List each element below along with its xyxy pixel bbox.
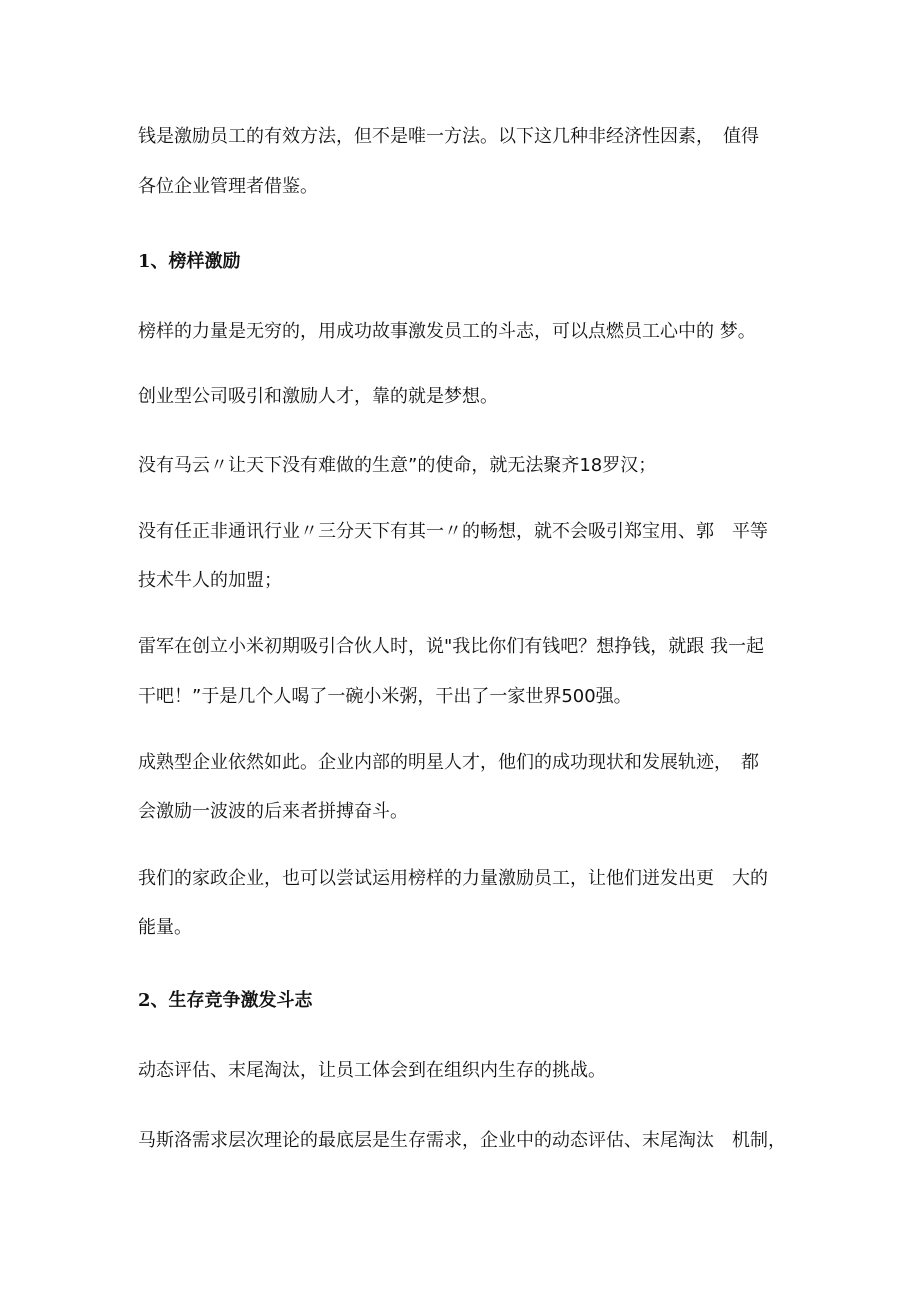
section-1-paragraph-5-line-2: 干吧！”于是几个人喝了一碗小米粥，干出了一家世界500强。 bbox=[138, 686, 632, 707]
section-1-paragraph-2: 创业型公司吸引和激励人才，靠的就是梦想。 bbox=[138, 386, 498, 407]
intro-line-1: 钱是激励员工的有效方法，但不是唯一方法。以下这几种非经济性因素， 值得 bbox=[138, 126, 759, 147]
section-1-paragraph-3: 没有马云〃让天下没有难做的生意”的使命，就无法聚齐18罗汉； bbox=[138, 455, 657, 476]
section-1-paragraph-6-line-1: 成熟型企业依然如此。企业内部的明星人才，他们的成功现状和发展轨迹， 都 bbox=[138, 752, 759, 773]
section-1-heading: 1、榜样激励 bbox=[138, 251, 241, 272]
section-1-paragraph-5-line-1: 雷军在创立小米初期吸引合伙人时，说"我比你们有钱吧？想挣钱，就跟 我一起 bbox=[138, 636, 764, 657]
section-2-heading: 2、生存竞争激发斗志 bbox=[138, 990, 313, 1011]
section-1-paragraph-1: 榜样的力量是无穷的，用成功故事激发员工的斗志，可以点燃员工心中的 梦。 bbox=[138, 321, 756, 342]
section-2-paragraph-2-line-1: 马斯洛需求层次理论的最底层是生存需求，企业中的动态评估、末尾淘汰 机制， bbox=[138, 1130, 786, 1151]
section-2-paragraph-1: 动态评估、末尾淘汰，让员工体会到在组织内生存的挑战。 bbox=[138, 1060, 606, 1081]
intro-line-2: 各位企业管理者借鉴。 bbox=[138, 176, 318, 197]
section-1-paragraph-7-line-1: 我们的家政企业，也可以尝试运用榜样的力量激励员工，让他们迸发出更 大的 bbox=[138, 868, 768, 889]
section-1-paragraph-4-line-1: 没有任正非通讯行业〃三分天下有其一〃的畅想，就不会吸引郑宝用、郭 平等 bbox=[138, 521, 768, 542]
section-1-paragraph-4-line-2: 技术牛人的加盟； bbox=[138, 570, 282, 591]
section-1-paragraph-6-line-2: 会激励一波波的后来者拼搏奋斗。 bbox=[138, 801, 408, 822]
section-1-paragraph-7-line-2: 能量。 bbox=[138, 917, 192, 938]
